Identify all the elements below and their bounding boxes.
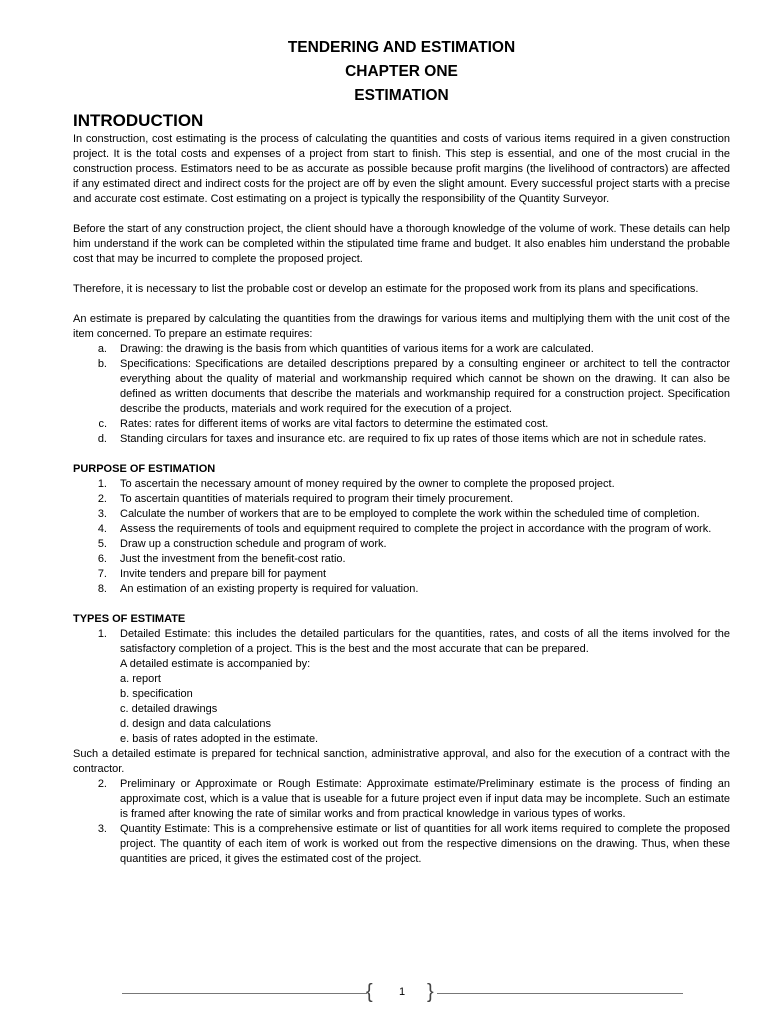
types-heading: TYPES OF ESTIMATE (73, 613, 186, 625)
purpose-heading: PURPOSE OF ESTIMATION (73, 463, 216, 475)
footer-bracket-right: } (427, 981, 434, 1003)
list-item: 1. Detailed Estimate: this includes the detailed particulars for the quantities, rates, and costs of all the items involved for the satisfactory completion of a project. This is the best and the most accurate that can be prepared. (97, 628, 730, 655)
types-list-continued (73, 777, 730, 867)
list-item: 4. Assess the requirements of tools and equipment required to complete the project in accordance with the program of work. (97, 523, 712, 535)
list-item: 8. An estimation of an existing property is required for valuation. (97, 583, 419, 595)
page-footer (122, 983, 683, 1003)
list-item: d. Standing circulars for taxes and insurance etc. are required to fix up rates of those items which are not in schedule rates. (97, 433, 707, 445)
list-item: c. Rates: rates for different items of works are vital factors to determine the estimated cost. (98, 418, 549, 430)
document-title: TENDERING AND ESTIMATION (287, 39, 516, 56)
list-item: b. Specifications: Specifications are detailed descriptions prepared by a consulting engineer or architect to tell the contractor everything about the quality of material and workmanship required which cannot be shown on the drawing. It can also be defined as written documents that describe the materials and workmanship required for a construction project. Specification describe the products, materials and work required for the execution of a project. (97, 358, 730, 415)
list-item: 3. Calculate the number of workers that are to be employed to complete the work within the scheduled time of completion. (97, 508, 700, 520)
list-item: a. Drawing: the drawing is the basis from which quantities of various items for a work are calculated. (97, 343, 594, 355)
requirements-list (73, 342, 730, 447)
sub-list-item: a. report (120, 673, 161, 685)
sub-list-item: c. detailed drawings (120, 703, 218, 715)
chapter-title: CHAPTER ONE (345, 63, 458, 80)
list-item: 2. To ascertain quantities of materials required to program their timely procurement. (97, 493, 514, 505)
sub-list-item: b. specification (120, 688, 193, 700)
list-item: 5. Draw up a construction schedule and program of work. (97, 538, 387, 550)
chapter-subtitle: ESTIMATION (354, 87, 449, 104)
footer-rule-left (122, 993, 367, 994)
intro-paragraph-4: An estimate is prepared by calculating the quantities from the drawings for various items and multiplying them with the unit cost of the item concerned. To prepare an estimate requires: (73, 313, 730, 340)
intro-paragraph-1: In construction, cost estimating is the process of calculating the quantities and costs of various items required in a given construction project. It is the total costs and expenses of a project from start to finish. This step is essential, and one of the most crucial in the construction process. Estimators need to be as accurate as possible because profit margins (the livelihood of contractors) are affected if any estimated direct and indirect costs for the project are off by even the slight amount. Every successful project starts with a precise and accurate cost estimate. Cost estimating on a project is typically the responsibility of the Quantity Surveyor. (73, 133, 730, 205)
list-item: 2. Preliminary or Approximate or Rough Estimate: Approximate estimate/Preliminary estimate is the process of finding an approximate cost, which is a value that is useable for a future project even if input data may be incomplete. Such an estimate is framed after knowing the rate of similar works and from practical knowledge in various types of works. (97, 778, 730, 820)
sub-list-item: e. basis of rates adopted in the estimate. (120, 733, 319, 745)
footer-rule-right (437, 993, 683, 994)
types-list (73, 627, 730, 657)
introduction-heading: INTRODUCTION (73, 111, 204, 130)
list-item: 3. Quantity Estimate: This is a comprehensive estimate or list of quantities for all work items required to complete the proposed project. The quantity of each item of work is worked out from the respective dimensions on the drawing. Thus, when these quantities are priced, it gives the estimated cost of the project. (97, 823, 730, 865)
intro-paragraph-2: Before the start of any construction project, the client should have a thorough knowledge of the volume of work. These details can help him understand if the work can be completed within the stipulated time frame and budget. It also enables him understand the probable cost that may be incurred to complete the proposed project. (73, 223, 730, 265)
detailed-estimate-note: Such a detailed estimate is prepared for technical sanction, administrative approval, and also for the execution of a contract with the contractor. (73, 748, 730, 775)
sub-list-item: d. design and data calculations (120, 718, 272, 730)
list-item: 6. Just the investment from the benefit-cost ratio. (97, 553, 346, 565)
document-page (73, 36, 730, 867)
footer-bracket-left: { (366, 981, 373, 1003)
intro-paragraph-3: Therefore, it is necessary to list the probable cost or develop an estimate for the proposed work from its plans and specifications. (73, 283, 699, 295)
detailed-estimate-intro: A detailed estimate is accompanied by: (120, 658, 311, 670)
list-item: 1. To ascertain the necessary amount of money required by the owner to complete the proposed project. (97, 478, 615, 490)
purpose-list (73, 477, 730, 597)
page-number: 1 (398, 986, 406, 998)
list-item: 7. Invite tenders and prepare bill for payment (97, 568, 327, 580)
